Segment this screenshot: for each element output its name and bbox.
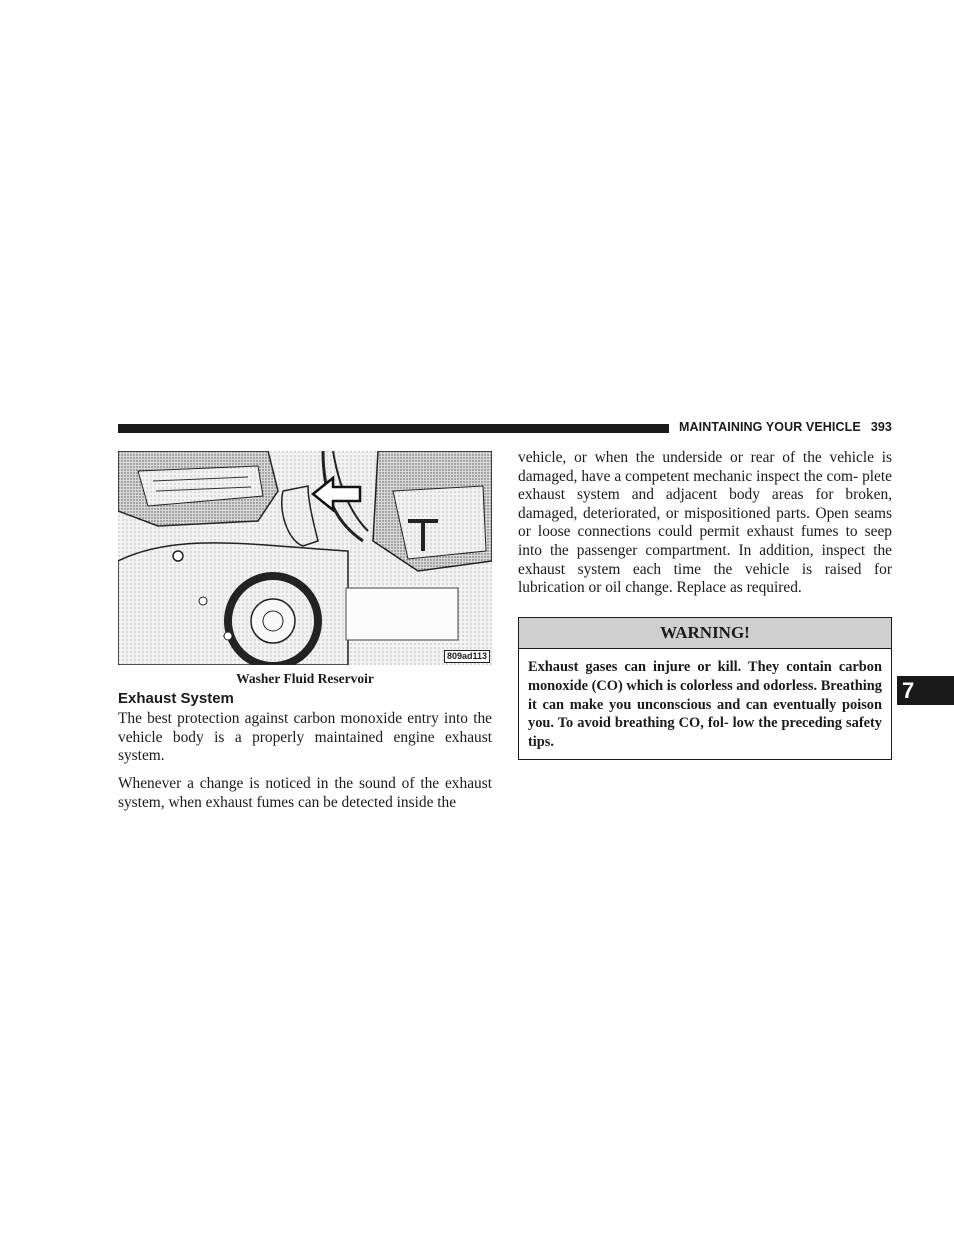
figure-caption: Washer Fluid Reservoir [236, 671, 374, 686]
running-header [679, 420, 891, 434]
engine-bay-illustration [118, 451, 492, 665]
engine-bay-drawing [118, 451, 492, 665]
warning-text: Exhaust gases can injure or kill. They contain carbon monoxide (CO) which is colorless and odorless. Breathing it can make you unconscious and can eventually poison you. To avoid breathing CO, fol- low the preceding safety tips. [528, 659, 882, 751]
body-paragraph: vehicle, or when the underside or rear of the vehicle is damaged, have a competent mechanic inspect the com- plete exhaust system and adjacent body areas for broken, damaged, deteriorated, or mispositioned parts. Open seams or loose connections could permit exhaust fumes to seep into the passenger compartment. In addition, inspect the exhaust system each time the vehicle is raised for lubrication or oil change. Replace as required. [518, 449, 892, 597]
page-number: 393 [870, 420, 892, 434]
warning-title: WARNING! [519, 618, 891, 649]
figure-code: 809ad113 [444, 650, 490, 663]
section-heading: Exhaust System [118, 690, 234, 707]
header-section-title: MAINTAINING YOUR VEHICLE [679, 420, 861, 434]
body-paragraph: The best protection against carbon monoxide entry into the vehicle body is a properly maintained engine exhaust system. [118, 710, 492, 765]
header-rule [118, 424, 669, 433]
body-paragraph: Whenever a change is noticed in the sound of the exhaust system, when exhaust fumes can be detected inside the [118, 775, 492, 811]
chapter-tab: 7 [897, 676, 954, 705]
warning-box [518, 617, 892, 760]
